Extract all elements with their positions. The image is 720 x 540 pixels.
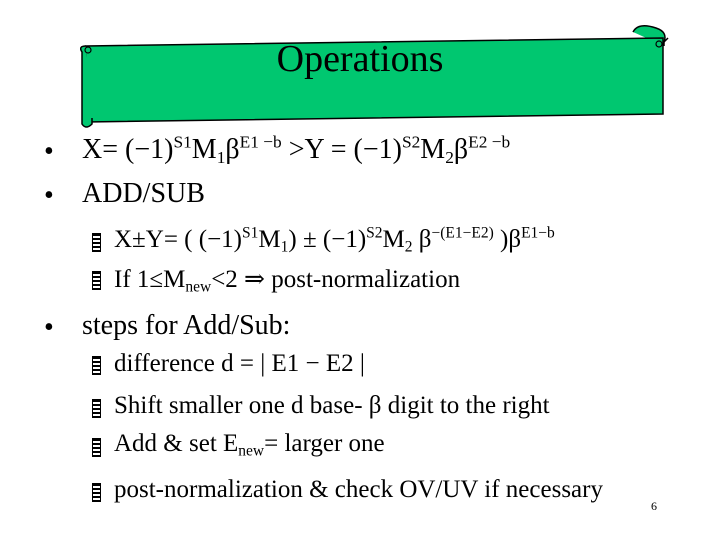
subscript: 1	[280, 238, 289, 256]
square-bullet-icon	[92, 271, 101, 290]
text-run: M	[191, 134, 217, 165]
sub-item-sum-formula	[114, 226, 555, 254]
superscript: S1	[173, 132, 192, 152]
text-run: β	[453, 134, 469, 165]
text-run: M	[420, 134, 446, 165]
text-run: Add & set E	[114, 430, 239, 457]
square-bullet-icon	[92, 483, 101, 502]
formula-line	[82, 134, 510, 166]
sub-item-normalization	[114, 264, 460, 294]
text-run: β	[225, 134, 240, 165]
superscript: S1	[242, 224, 259, 242]
square-bullet-icon	[92, 233, 101, 252]
subscript: 1	[216, 148, 226, 168]
text-run: difference d = | E1 − E2 |	[114, 350, 365, 377]
step-add-set	[114, 430, 385, 458]
text-run: If 1≤M	[114, 266, 186, 293]
step-post-normalization	[114, 476, 603, 504]
superscript: −(E1−E2)	[431, 224, 494, 242]
square-bullet-icon	[92, 356, 101, 375]
text-run: Shift smaller one d base- β digit to the right	[114, 392, 550, 419]
text-run: <2 ⇒ post-normalization	[211, 266, 461, 293]
text-run: X±Y= ( (−1)	[114, 226, 243, 253]
square-bullet-icon	[92, 438, 101, 457]
text-run: )β	[493, 226, 522, 253]
text-run: post-normalization & check OV/UV if necessary	[114, 476, 603, 503]
subscript: 2	[445, 148, 454, 168]
text-run: X= (−1)	[82, 134, 174, 165]
page-number: 6	[651, 499, 657, 513]
steps-heading	[82, 310, 290, 342]
text-run: >Y = (−1)	[281, 134, 402, 165]
text-run: M	[258, 226, 281, 253]
text-run: β	[412, 226, 432, 253]
step-difference	[114, 350, 365, 378]
text-run: ) ± (−1)	[288, 226, 367, 253]
superscript: S2	[401, 132, 421, 152]
text-run: steps for Add/Sub:	[82, 310, 291, 341]
bullet-dot: •	[44, 312, 54, 343]
subscript: 2	[404, 238, 413, 256]
subscript: new	[185, 278, 212, 296]
square-bullet-icon	[92, 399, 101, 418]
bullet-dot: •	[44, 136, 54, 167]
superscript: E2 −b	[468, 132, 511, 152]
bullet-dot: •	[44, 180, 54, 211]
text-run: ADD/SUB	[82, 178, 205, 209]
superscript: E1 −b	[239, 132, 282, 152]
superscript: E1−b	[521, 224, 555, 242]
slide-title: Operations	[276, 38, 444, 80]
add-sub-heading	[82, 178, 205, 210]
text-run: = larger one	[264, 430, 385, 457]
text-run: M	[382, 226, 405, 253]
superscript: S2	[366, 224, 383, 242]
subscript: new	[238, 442, 265, 460]
step-shift	[114, 392, 550, 420]
